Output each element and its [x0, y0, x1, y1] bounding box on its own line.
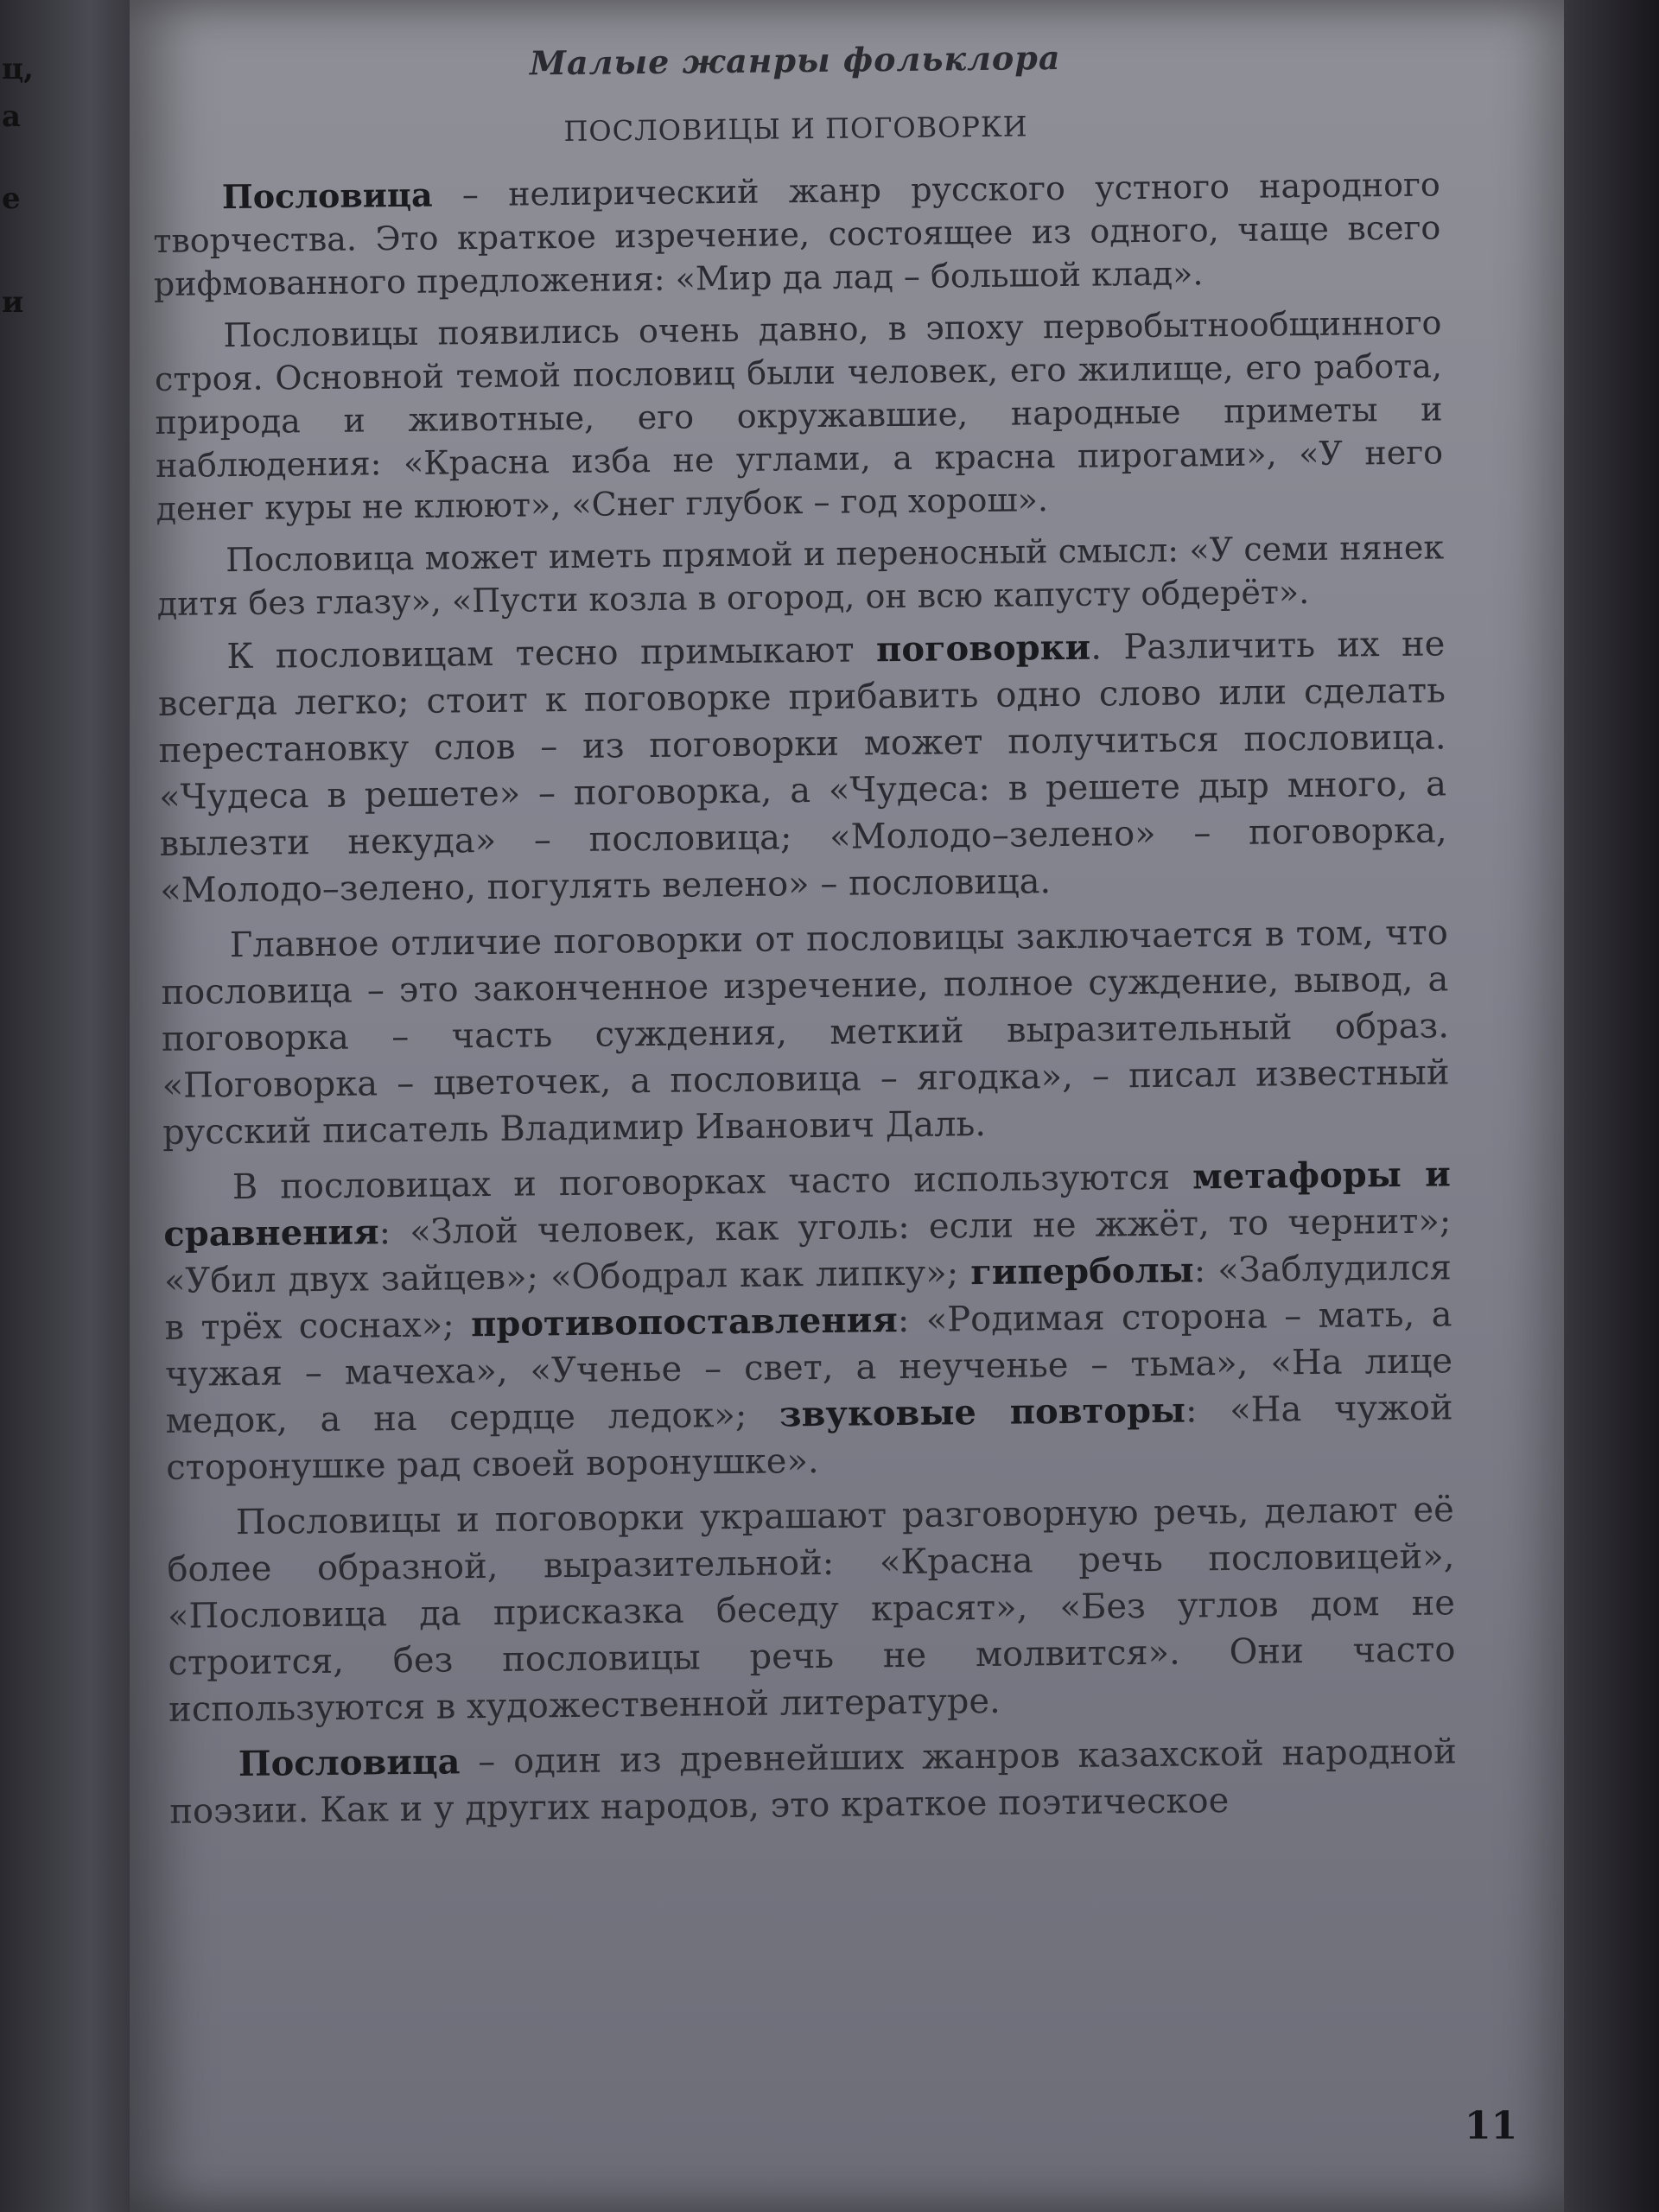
text-run: В пословицах и поговорках часто используются — [232, 1157, 1193, 1208]
left-edge-text: а — [2, 99, 22, 134]
paragraph — [161, 909, 1451, 1156]
left-edge-text: и — [2, 285, 24, 320]
page-number: 11 — [1465, 2104, 1518, 2148]
background-right — [1555, 0, 1659, 2212]
section-title: Малые жанры фольклора — [529, 37, 1061, 83]
paragraph — [153, 162, 1441, 306]
text-run: Главное отличие поговорки от пословицы заключается в том, что пословица – это законченное изречение, полное суждение, вывод, а поговорка – часть суждения, меткий выразительный образ. «Поговорка – цветочек, а пословица – ягодка», – писал известный русский писатель Владимир Иванович Даль. — [161, 912, 1450, 1153]
text-run: Пословица может иметь прямой и переносный смысл: «У семи нянек дитя без глазу», «Пусти козла в огород, он всю капусту обдерёт». — [156, 528, 1445, 623]
paragraph — [154, 301, 1444, 531]
section-subtitle: ПОСЛОВИЦЫ И ПОГОВОРКИ — [563, 110, 1028, 149]
bold-term: Пословица — [221, 175, 433, 217]
text-run: К пословицам тесно примыкают — [226, 630, 877, 677]
left-edge-text: е — [2, 181, 21, 216]
bold-term: Пословица — [238, 1741, 461, 1785]
text-run: Пословицы и поговорки украшают разговорную речь, делают её более образной, выразительной: «Красна речь пословицей», «Пословица да присказка беседу красят», «Без углов дом не строится, без пословицы речь не молвится». Они часто используются в художественной литературе. — [167, 1490, 1456, 1730]
paragraphs — [153, 162, 1458, 1834]
paragraph — [156, 525, 1445, 626]
paragraph — [163, 1151, 1454, 1491]
left-edge-text: ц, — [2, 52, 34, 86]
text-run: : «Родимая сторона – мать, а чужая – мачеха», «Ученье – свет, а неученье – тьма», «На лице медок, а на сердце ледок»; — [164, 1294, 1453, 1441]
text-run: . Различить их не всегда легко; стоит к поговорке прибавить одно слово или сделать перестановку слов – из поговорки может получиться пословица. «Чудеса в решете» – поговорка, а «Чудеса: в решете дыр много, а вылезти некуда» – пословица; «Молодо–зелено» – поговорка, «Молодо–зелено, погулять велено» – пословица. — [157, 624, 1447, 911]
text-run: – нелирический жанр русского устного народного творчества. Это краткое изречение, состоящее из одного, чаще всего рифмованного предложения: «Мир да лад – большой клад». — [153, 165, 1441, 303]
text-run: Пословицы появились очень давно, в эпоху первобытнообщинного строя. Основной темой пословиц были человек, его жилище, его работа, природа и животные, его окружавшие, народные приметы и наблюдения: «Красна изба не углами, а красна пирогами», «У него денег куры не клюют», «Снег глубок – год хорош». — [154, 303, 1444, 528]
page-content — [151, 34, 1458, 1843]
text-run: : «На чужой сторонушке рад своей воронушке». — [165, 1388, 1453, 1488]
text-run: : «Заблудился в трёх соснах»; — [164, 1248, 1452, 1348]
text-run: : «Злой человек, как уголь: если не жжёт, то чернит»; «Убил двух зайцев»; «Ободрал как липку»; — [163, 1201, 1452, 1301]
left-page-edge — [0, 0, 151, 2212]
paragraph — [167, 1486, 1457, 1733]
bold-term: метафоры и сравнения — [163, 1154, 1451, 1255]
paragraph — [169, 1728, 1458, 1835]
bold-term: противопоставления — [470, 1300, 899, 1345]
bold-term: гиперболы — [969, 1249, 1194, 1294]
bold-term: звуковые повторы — [779, 1389, 1186, 1435]
text-run: – один из древнейших жанров казахской народной поэзии. Как и у других народов, это краткое поэтическое — [169, 1732, 1457, 1832]
paragraph — [157, 620, 1447, 914]
bold-term: поговорки — [875, 626, 1091, 671]
